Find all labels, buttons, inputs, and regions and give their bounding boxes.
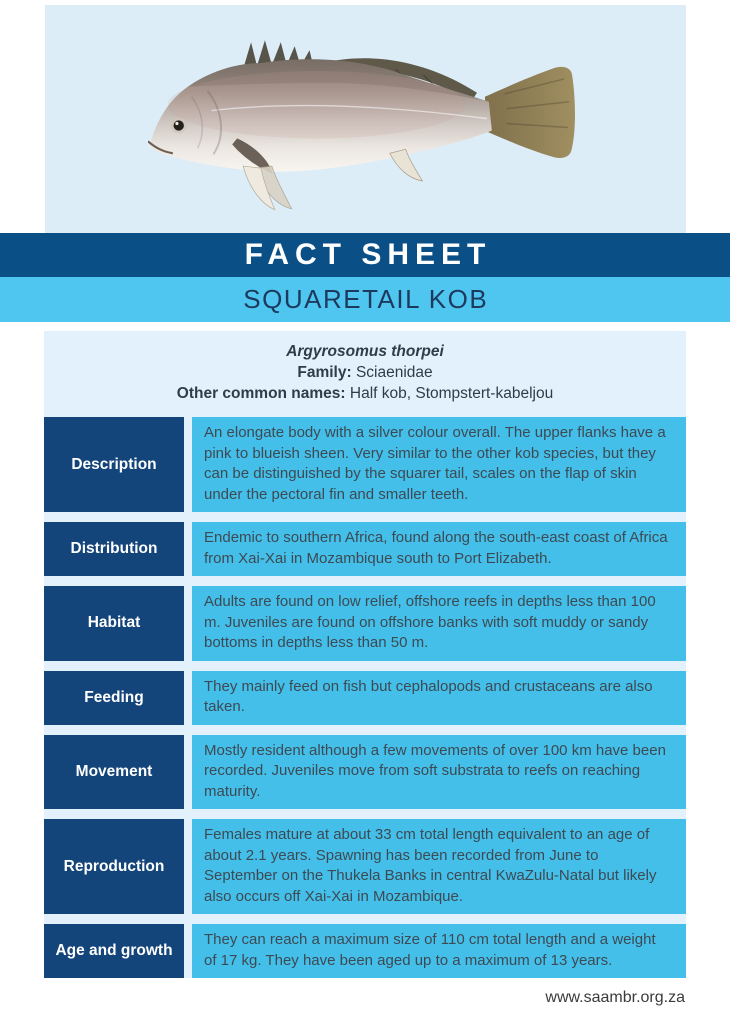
taxonomy-block: [44, 331, 686, 417]
fact-text: An elongate body with a silver colour overall. The upper flanks have a pink to blueish sheen. Very similar to the other kob species, but they can be distinguished by the squarer tail, scales on the flap of skin under the pectoral fin and smaller teeth.: [192, 417, 686, 512]
fact-row-movement: [44, 735, 686, 810]
common-names-line: [44, 383, 686, 404]
fact-row-reproduction: [44, 819, 686, 914]
website-link[interactable]: www.saambr.org.za: [545, 989, 685, 1006]
fact-text: Mostly resident although a few movements of over 100 km have been recorded. Juveniles move from soft substrata to reefs on reaching maturity.: [192, 735, 686, 810]
fact-row-feeding: [44, 671, 686, 725]
fact-category-label: Description: [44, 417, 184, 512]
family-value: Sciaenidae: [355, 364, 433, 381]
species-title-band: [0, 277, 730, 322]
species-title: SQUARETAIL KOB: [243, 284, 489, 314]
fact-category-label: Movement: [44, 735, 184, 810]
fact-text: Endemic to southern Africa, found along the south-east coast of Africa from Xai-Xai in Mozambique south to Port Elizabeth.: [192, 522, 686, 576]
fact-category-label: Feeding: [44, 671, 184, 725]
species-photo-panel: [45, 5, 686, 233]
content-column: [44, 331, 686, 978]
fact-row-description: [44, 417, 686, 512]
common-names-value: Half kob, Stompstert-kabeljou: [349, 385, 554, 402]
fact-category-label: Habitat: [44, 586, 184, 661]
fact-category-label: Reproduction: [44, 819, 184, 914]
fact-row-habitat: [44, 586, 686, 661]
fact-sheet-band: [0, 233, 730, 277]
fact-text: Females mature at about 33 cm total length equivalent to an age of about 2.1 years. Spawning has been recorded from June to September on the Thukela Banks in central KwaZulu-Natal but likely also occurs off Xai-Xai in Mozambique.: [192, 819, 686, 914]
fact-category-label: Age and growth: [44, 924, 184, 978]
scientific-name: Argyrosomus thorpei: [286, 343, 444, 360]
fact-rows: [44, 417, 686, 978]
fact-category-label: Distribution: [44, 522, 184, 576]
common-names-label: Other common names:: [176, 385, 346, 402]
family-line: [44, 362, 686, 383]
family-label: Family:: [297, 364, 352, 381]
fish-image: [148, 39, 584, 213]
fact-text: Adults are found on low relief, offshore reefs in depths less than 100 m. Juveniles are found on offshore banks with soft muddy or sandy bottoms in depths less than 50 m.: [192, 586, 686, 661]
fact-row-age-and-growth: [44, 924, 686, 978]
fact-text: They can reach a maximum size of 110 cm total length and a weight of 17 kg. They have been aged up to a maximum of 13 years.: [192, 924, 686, 978]
fact-text: They mainly feed on fish but cephalopods and crustaceans are also taken.: [192, 671, 686, 725]
fact-sheet-title: FACT SHEET: [244, 238, 492, 271]
fact-row-distribution: [44, 522, 686, 576]
